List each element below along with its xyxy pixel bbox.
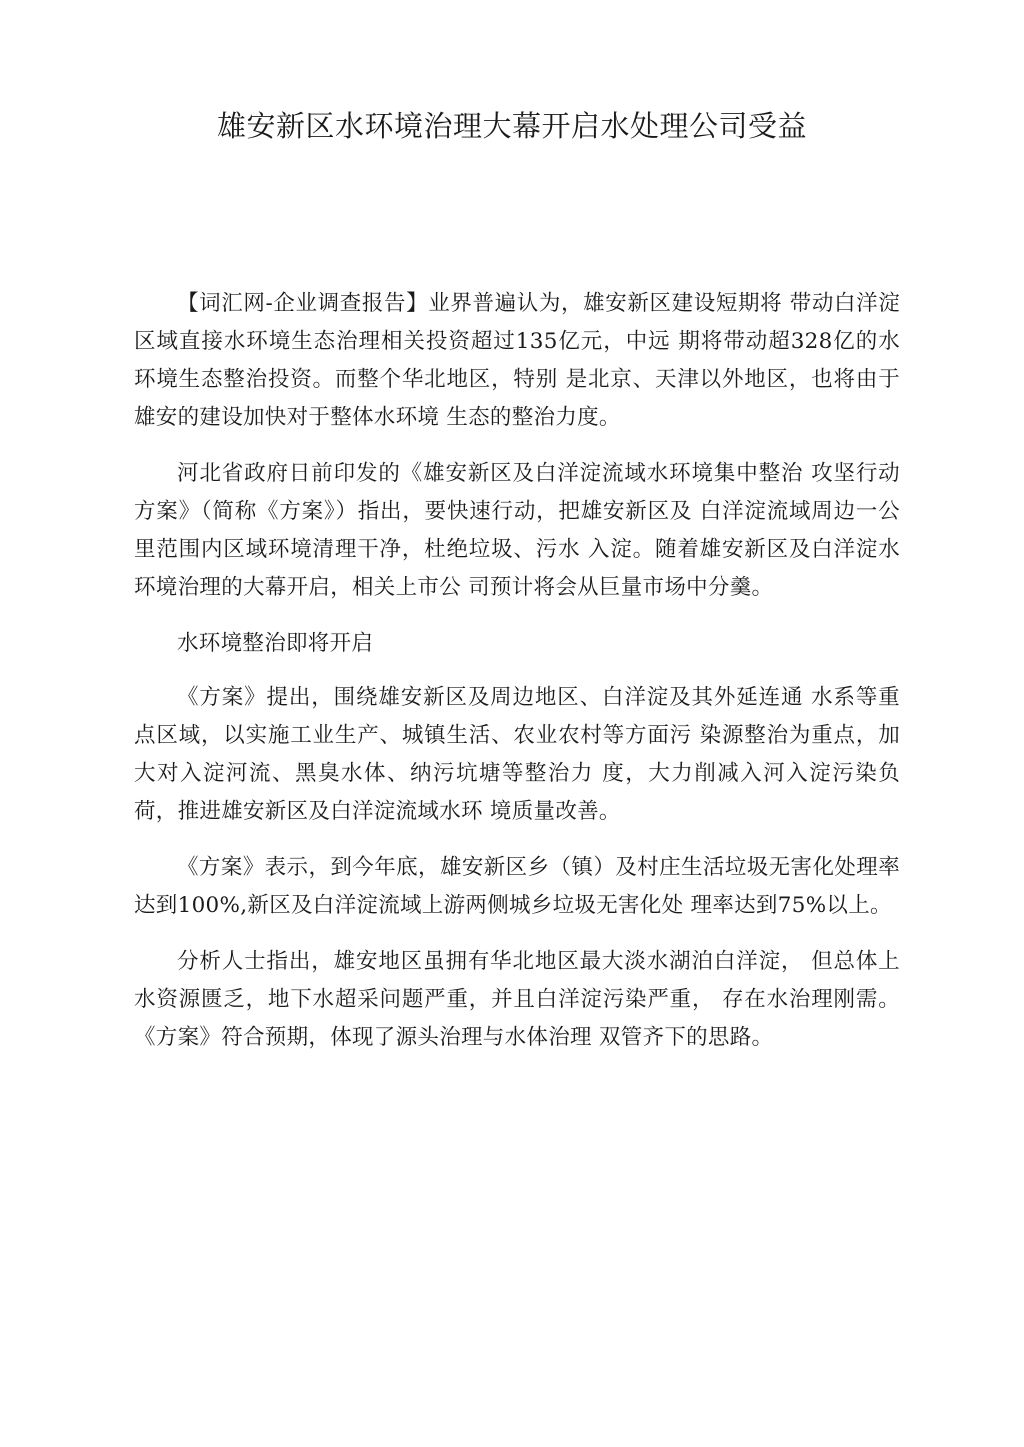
document-body bbox=[134, 285, 900, 1075]
document-title: 雄安新区水环境治理大幕开启水处理公司受益 bbox=[216, 109, 807, 143]
paragraph-plan-scope: 《方案》提出，围绕雄安新区及周边地区、白洋淀及其外延连通 水系等重点区域，以实施工业生产、城镇生活、农业农村等方面污 染源整治为重点，加大对入淀河流、黑臭水体、纳污坑塘等整治力 度，大力削减入河入淀污染负荷，推进雄安新区及白洋淀流域水环 境质量改善。 bbox=[134, 685, 900, 824]
paragraph-intro: 【词汇网-企业调查报告】业界普遍认为，雄安新区建设短期将 带动白洋淀区域直接水环境生态治理相关投资超过135亿元，中远 期将带动超328亿的水环境生态整治投资。而整个华北地区，特别 是北京、天津以外地区，也将由于雄安的建设加快对于整体水环境 生态的整治力度。 bbox=[134, 291, 900, 430]
paragraph-analysis: 分析人士指出，雄安地区虽拥有华北地区最大淡水湖泊白洋淀， 但总体上水资源匮乏，地下水超采问题严重，并且白洋淀污染严重， 存在水治理刚需。《方案》符合预期，体现了源头治理与水体治理 双管齐下的思路。 bbox=[134, 949, 900, 1050]
section-heading: 水环境整治即将开启 bbox=[177, 631, 374, 656]
paragraph-plan-targets: 《方案》表示，到今年底，雄安新区乡（镇）及村庄生活垃圾无害化处理率达到100%,新区及白洋淀流域上游两侧城乡垃圾无害化处 理率达到75%以上。 bbox=[134, 855, 900, 918]
paragraph-plan-issued: 河北省政府日前印发的《雄安新区及白洋淀流域水环境集中整治 攻坚行动方案》（简称《方案》）指出，要快速行动，把雄安新区及 白洋淀流域周边一公里范围内区域环境清理干净，杜绝垃圾、污水 入淀。随着雄安新区及白洋淀水环境治理的大幕开启，相关上市公 司预计将会从巨量市场中分羹。 bbox=[134, 461, 900, 600]
